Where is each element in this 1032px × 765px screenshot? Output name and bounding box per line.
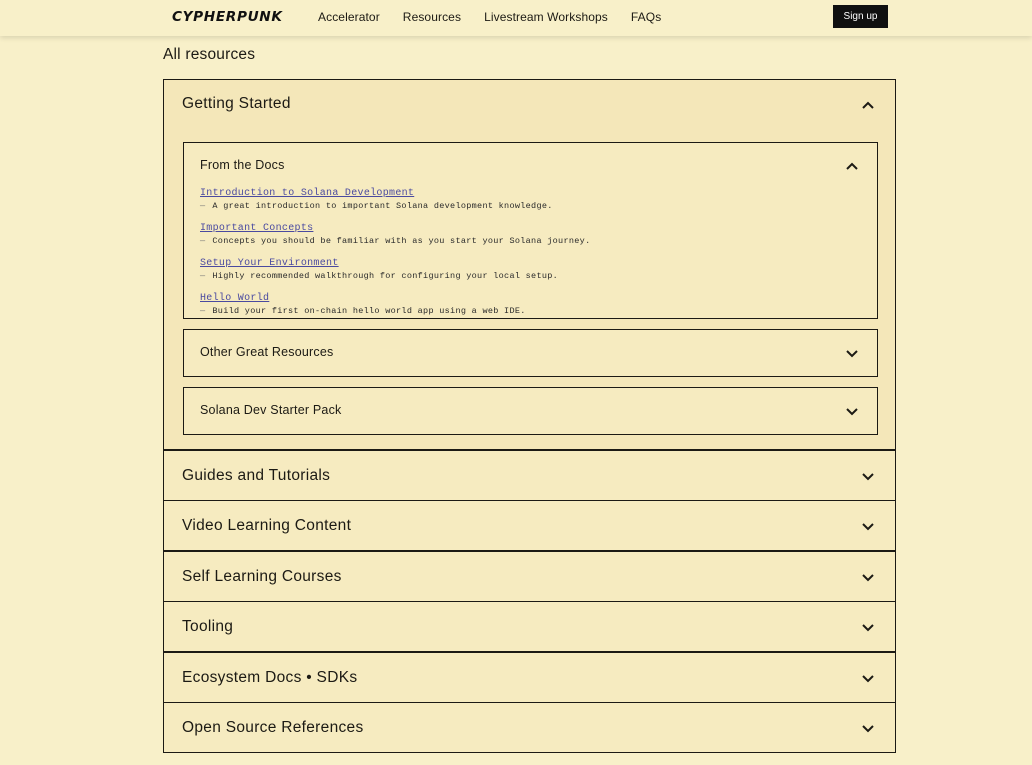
chevron-down-icon[interactable]	[861, 572, 875, 582]
doc-description	[200, 306, 590, 317]
doc-link-hello-world[interactable]: Hello World	[200, 293, 270, 304]
doc-description-text: Build your first on-chain hello world app using a web IDE.	[212, 306, 526, 316]
accordion-title: Open Source References	[182, 718, 364, 736]
list-item	[200, 293, 590, 317]
subaccordion-header-from-the-docs[interactable]	[184, 143, 877, 183]
accordion-tooling[interactable]	[163, 601, 896, 652]
top-nav-bar	[0, 0, 1032, 36]
subaccordion-from-the-docs	[183, 142, 878, 319]
dash-glyph: —	[200, 236, 206, 246]
doc-link-important-concepts[interactable]: Important Concepts	[200, 223, 314, 234]
doc-description-text: A great introduction to important Solana development knowledge.	[212, 201, 553, 211]
nav-resources[interactable]: Resources	[402, 10, 462, 24]
doc-link-setup-environment[interactable]: Setup Your Environment	[200, 258, 339, 269]
doc-description-text: Highly recommended walkthrough for configuring your local setup.	[212, 271, 559, 281]
subaccordion-title: From the Docs	[200, 158, 285, 172]
accordion-title: Ecosystem Docs • SDKs	[182, 668, 358, 686]
doc-description	[200, 201, 590, 212]
dash-glyph: —	[200, 306, 206, 316]
main-nav	[318, 10, 684, 24]
accordion-guides-and-tutorials[interactable]	[163, 450, 896, 501]
chevron-up-icon[interactable]	[845, 161, 859, 171]
subaccordion-solana-dev-starter-pack[interactable]	[183, 387, 878, 435]
page-title: All resources	[163, 46, 256, 63]
list-item	[200, 188, 590, 212]
chevron-down-icon[interactable]	[861, 471, 875, 481]
accordion-title: Guides and Tutorials	[182, 466, 331, 484]
list-item	[200, 223, 590, 247]
accordion-title: Self Learning Courses	[182, 567, 342, 585]
subaccordion-title: Solana Dev Starter Pack	[200, 403, 342, 417]
chevron-down-icon[interactable]	[845, 348, 859, 358]
chevron-down-icon[interactable]	[861, 622, 875, 632]
chevron-down-icon[interactable]	[861, 673, 875, 683]
nav-faqs[interactable]: FAQs	[630, 10, 662, 24]
accordion-open-source-references[interactable]	[163, 702, 896, 753]
accordion-header-getting-started[interactable]	[164, 80, 895, 130]
cypherpunk-logo[interactable]: CYPHERPUNK	[172, 10, 283, 25]
list-item	[200, 258, 590, 282]
accordion-title: Tooling	[182, 617, 234, 635]
dash-glyph: —	[200, 271, 206, 281]
subaccordion-other-great-resources[interactable]	[183, 329, 878, 377]
nav-livestream-workshops[interactable]: Livestream Workshops	[484, 10, 608, 24]
accordion-ecosystem-docs-sdks[interactable]	[163, 652, 896, 703]
nav-accelerator[interactable]: Accelerator	[318, 10, 380, 24]
accordion-title: Getting Started	[182, 95, 291, 112]
doc-list	[200, 188, 590, 328]
chevron-down-icon[interactable]	[861, 723, 875, 733]
subaccordion-title: Other Great Resources	[200, 345, 334, 359]
accordion-self-learning-courses[interactable]	[163, 551, 896, 602]
accordion-video-learning-content[interactable]	[163, 500, 896, 551]
doc-link-introduction[interactable]: Introduction to Solana Development	[200, 188, 415, 199]
doc-description-text: Concepts you should be familiar with as you start your Solana journey.	[212, 236, 591, 246]
sign-up-button[interactable]: Sign up	[833, 5, 888, 28]
doc-description	[200, 271, 590, 282]
chevron-down-icon[interactable]	[861, 521, 875, 531]
accordion-getting-started	[163, 79, 896, 450]
accordion-title: Video Learning Content	[182, 516, 352, 534]
chevron-down-icon[interactable]	[845, 406, 859, 416]
doc-description	[200, 236, 590, 247]
dash-glyph: —	[200, 201, 206, 211]
chevron-up-icon[interactable]	[861, 100, 875, 110]
